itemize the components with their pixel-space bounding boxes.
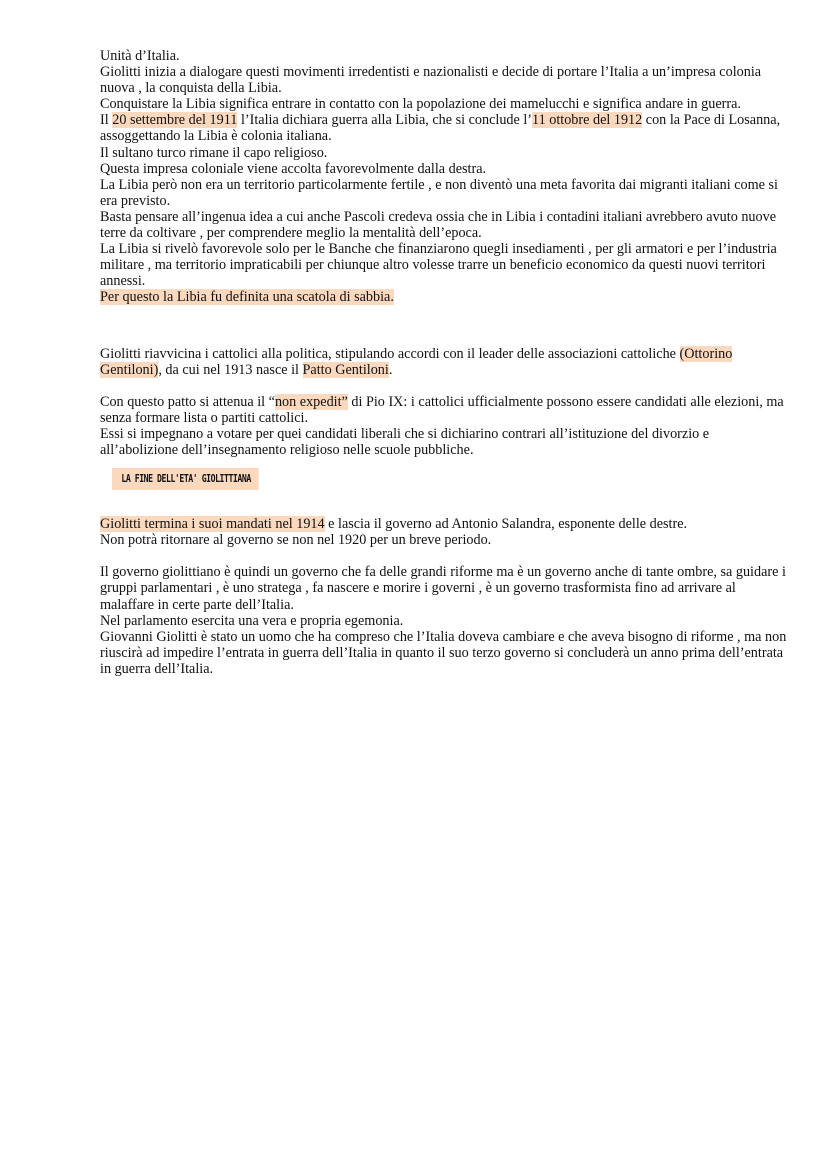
text-run: Con questo patto si attenua il “ xyxy=(100,393,275,410)
text-paragraph: Conquistare la Libia significa entrare in contatto con la popolazione dei mamelucchi e significa andare in guerra. xyxy=(100,96,741,113)
spacer xyxy=(100,378,790,394)
highlight-non-expedit: non expedit” xyxy=(274,393,348,410)
text-paragraph: Giovanni Giolitti è stato un uomo che ha compreso che l’Italia doveva cambiare e che aveva bisogno di riforme , ma non riuscirà ad impedire l’entrata in guerra dell’Italia in quanto il suo terzo governo si concluderà un anno prima dell’entrata in guerra dell’Italia. xyxy=(100,628,787,677)
text-paragraph: Il governo giolittiano è quindi un governo che fa delle grandi riforme ma è un governo anche di tante ombre, sa guidare i gruppi parlamentari , è uno stratega , fa nascere e morire i governi , è un governo trasformista fino ad arrivare al malaffare in certe parte dell’Italia. xyxy=(100,564,786,613)
text-run: . xyxy=(388,361,393,378)
text-paragraph-gentiloni xyxy=(100,346,790,378)
text-paragraph-mandati xyxy=(100,516,790,532)
highlight-ottorino-gentiloni: (Ottorino Gentiloni) xyxy=(100,345,733,378)
highlight-date-end: 11 ottobre del 1912 xyxy=(532,112,643,129)
text-run: l’Italia dichiara guerra alla Libia, che si conclude l’ xyxy=(237,112,533,129)
text-paragraph: La Libia si rivelò favorevole solo per le Banche che finanziarono quegli insediamenti , per gli armatori e per l’industria militare , ma territorio impraticabili per chiunque altro volesse trarre un beneficio economico da questi nuovi territori annessi. xyxy=(100,241,777,290)
text-paragraph-war-dates xyxy=(100,112,790,144)
section-heading-row xyxy=(112,468,790,490)
text-run: con la Pace di Losanna, assoggettando la Libia è colonia italiana. xyxy=(100,112,781,145)
text-paragraph: Essi si impegnano a votare per quei candidati liberali che si dichiarino contrari all’istituzione del divorzio e all’abolizione dell’insegnamento religioso nelle scuole pubbliche. xyxy=(100,425,710,458)
text-line: Questa impresa coloniale viene accolta favorevolmente dalla destra. xyxy=(100,160,487,177)
text-paragraph: La Libia però non era un territorio particolarmente fertile , e non diventò una meta favorita dai migranti italiani come si era previsto. xyxy=(100,176,778,209)
section-heading: LA FINE DELL'ETA' GIOLITTIANA xyxy=(112,468,259,490)
text-run: Giolitti riavvicina i cattolici alla politica, stipulando accordi con il leader delle associazioni cattoliche xyxy=(100,345,680,362)
spacer xyxy=(100,548,790,564)
text-line: Unità d’Italia. xyxy=(100,48,180,64)
text-run: di Pio IX: i cattolici ufficialmente possono essere candidati alle elezioni, ma senza formare lista o partiti cattolici. xyxy=(100,393,784,426)
text-run: e lascia il governo ad Antonio Salandra, esponente delle destre. xyxy=(324,516,688,533)
text-line: Nel parlamento esercita una vera e propria egemonia. xyxy=(100,612,404,629)
spacer xyxy=(100,306,790,346)
text-line-highlight xyxy=(100,289,790,305)
text-paragraph: Basta pensare all’ingenua idea a cui anche Pascoli credeva ossia che in Libia i contadini italiani avrebbero avuto nuove terre da coltivare , per comprendere meglio la mentalità dell’epoca. xyxy=(100,208,777,242)
document-page xyxy=(100,48,790,677)
highlight-patto-gentiloni: Patto Gentiloni xyxy=(302,361,389,378)
text-line: Non potrà ritornare al governo se non nel 1920 per un breve periodo. xyxy=(100,532,492,549)
highlight-mandati-1914: Giolitti termina i suoi mandati nel 1914 xyxy=(100,516,325,533)
highlight-scatola-di-sabbia: Per questo la Libia fu definita una scatola di sabbia. xyxy=(100,289,394,306)
text-line: Il sultano turco rimane il capo religioso. xyxy=(100,144,328,161)
highlight-date-start: 20 settembre del 1911 xyxy=(112,112,238,129)
text-paragraph-non-expedit xyxy=(100,394,790,426)
text-paragraph: Giolitti inizia a dialogare questi movimenti irredentisti e nazionalisti e decide di portare l’Italia a un’impresa colonia nuova , la conquista della Libia. xyxy=(100,64,762,97)
text-run: Il xyxy=(100,112,113,129)
text-run: , da cui nel 1913 nasce il xyxy=(158,361,303,378)
